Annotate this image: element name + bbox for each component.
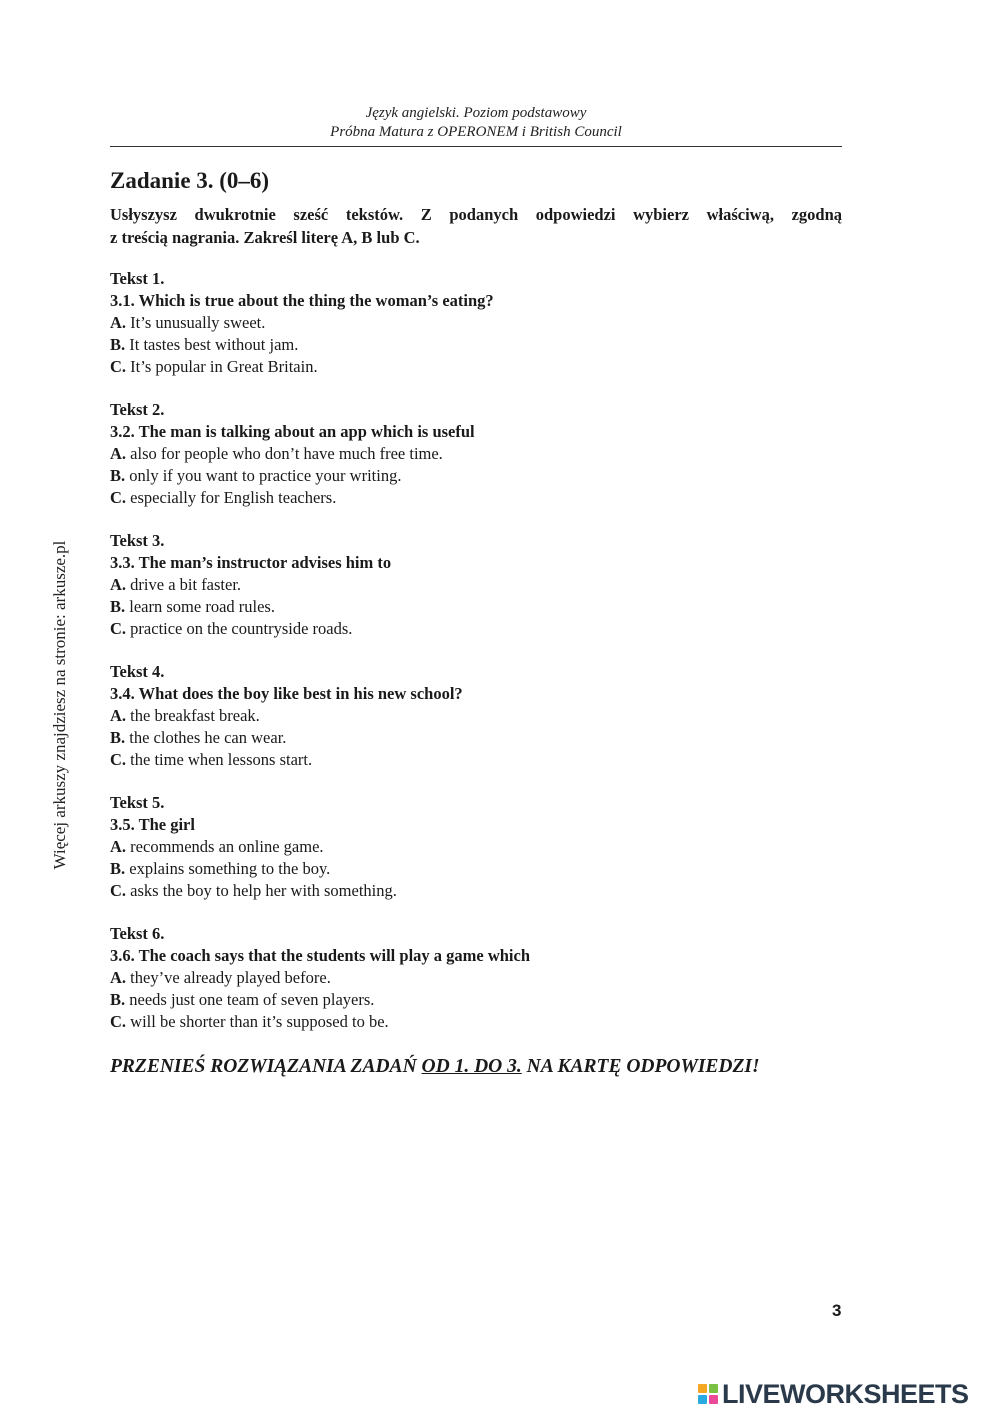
instruction-line-2: z treścią nagrania. Zakreśl literę A, B lub C.	[110, 228, 420, 247]
option-letter: A.	[110, 837, 127, 856]
option-text: they’ve already played before.	[130, 968, 331, 987]
text-block-6	[110, 923, 842, 1054]
text-label: Tekst 5.	[110, 793, 165, 812]
task-title: Zadanie 3. (0–6)	[110, 168, 270, 193]
option-letter: B.	[110, 466, 126, 485]
option-letter: A.	[110, 313, 127, 332]
text-label: Tekst 3.	[110, 531, 165, 550]
answer-option[interactable]	[110, 334, 842, 356]
option-letter: A.	[110, 968, 127, 987]
page-number: 3	[832, 1301, 842, 1320]
text-label: Tekst 6.	[110, 924, 165, 943]
transfer-text-start: PRZENIEŚ ROZWIĄZANIA ZADAŃ	[110, 1056, 422, 1077]
option-letter: C.	[110, 488, 127, 507]
answer-option[interactable]	[110, 880, 842, 902]
header-line-2: Próbna Matura z OPERONEM i British Council	[330, 124, 622, 140]
question-text: 3.6. The coach says that the students will play a game which	[110, 946, 531, 965]
option-text: the time when lessons start.	[130, 750, 313, 769]
option-text: only if you want to practice your writing.	[129, 466, 402, 485]
option-text: It tastes best without jam.	[129, 335, 299, 354]
option-letter: B.	[110, 597, 126, 616]
header-divider	[110, 146, 842, 147]
text-label: Tekst 1.	[110, 269, 165, 288]
question-text: 3.3. The man’s instructor advises him to	[110, 553, 392, 572]
answer-option[interactable]	[110, 989, 842, 1011]
option-letter: C.	[110, 750, 127, 769]
option-text: recommends an online game.	[130, 837, 324, 856]
instruction-line-1: Usłyszysz dwukrotnie sześć tekstów. Z podanych odpowiedzi wybierz właściwą, zgodną	[110, 205, 842, 224]
option-text: practice on the countryside roads.	[130, 619, 353, 638]
answer-option[interactable]	[110, 967, 842, 989]
option-text: learn some road rules.	[129, 597, 275, 616]
answer-option[interactable]	[110, 487, 842, 509]
answer-option[interactable]	[110, 574, 842, 596]
liveworksheets-logo-icon	[698, 1384, 718, 1404]
text-label: Tekst 2.	[110, 400, 165, 419]
logo-icon-square-4	[709, 1395, 718, 1404]
option-text: It’s unusually sweet.	[130, 313, 266, 332]
transfer-text-range: OD 1. DO 3.	[421, 1056, 522, 1077]
option-text: explains something to the boy.	[129, 859, 331, 878]
logo-text: LIVEWORKSHEETS	[722, 1379, 969, 1409]
answer-option[interactable]	[110, 727, 842, 749]
option-text: drive a bit faster.	[130, 575, 242, 594]
answer-option[interactable]	[110, 312, 842, 334]
header-line-1: Język angielski. Poziom podstawowy	[365, 105, 587, 121]
answer-option[interactable]	[110, 1011, 842, 1033]
text-block-4	[110, 661, 842, 792]
option-text: the clothes he can wear.	[129, 728, 287, 747]
option-text: also for people who don’t have much free time.	[130, 444, 443, 463]
text-block-1	[110, 268, 842, 399]
text-label: Tekst 4.	[110, 662, 165, 681]
question-text: 3.2. The man is talking about an app which is useful	[110, 422, 475, 441]
answer-option[interactable]	[110, 618, 842, 640]
answer-option[interactable]	[110, 465, 842, 487]
option-letter: C.	[110, 1012, 127, 1031]
text-block-2	[110, 399, 842, 530]
transfer-instruction	[110, 1054, 760, 1080]
question-text: 3.4. What does the boy like best in his new school?	[110, 684, 463, 703]
option-text: needs just one team of seven players.	[129, 990, 375, 1009]
option-letter: B.	[110, 728, 126, 747]
question-text: 3.1. Which is true about the thing the woman’s eating?	[110, 291, 494, 310]
option-letter: B.	[110, 335, 126, 354]
answer-option[interactable]	[110, 705, 842, 727]
option-letter: C.	[110, 881, 127, 900]
option-letter: B.	[110, 990, 126, 1009]
option-text: especially for English teachers.	[130, 488, 337, 507]
answer-option[interactable]	[110, 836, 842, 858]
option-text: will be shorter than it’s supposed to be.	[130, 1012, 389, 1031]
option-letter: A.	[110, 575, 127, 594]
question-list	[110, 268, 842, 1054]
option-letter: A.	[110, 444, 127, 463]
text-block-3	[110, 530, 842, 661]
option-text: It’s popular in Great Britain.	[130, 357, 318, 376]
answer-option[interactable]	[110, 749, 842, 771]
question-text: 3.5. The girl	[110, 815, 195, 834]
answer-option[interactable]	[110, 443, 842, 465]
transfer-text-end: NA KARTĘ ODPOWIEDZI!	[521, 1056, 760, 1077]
option-letter: A.	[110, 706, 127, 725]
logo-icon-square-3	[698, 1395, 707, 1404]
option-text: the breakfast break.	[130, 706, 260, 725]
logo-icon-square-2	[709, 1384, 718, 1393]
option-letter: B.	[110, 859, 126, 878]
page-header	[110, 104, 842, 142]
answer-option[interactable]	[110, 356, 842, 378]
option-letter: C.	[110, 619, 127, 638]
answer-option[interactable]	[110, 596, 842, 618]
side-note: Więcej arkuszy znajdziesz na stronie: arkusze.pl	[50, 540, 69, 870]
logo-icon-square-1	[698, 1384, 707, 1393]
liveworksheets-logo[interactable]	[698, 1379, 969, 1409]
text-block-5	[110, 792, 842, 923]
task-instruction	[110, 203, 842, 249]
answer-option[interactable]	[110, 858, 842, 880]
option-letter: C.	[110, 357, 127, 376]
option-text: asks the boy to help her with something.	[130, 881, 397, 900]
